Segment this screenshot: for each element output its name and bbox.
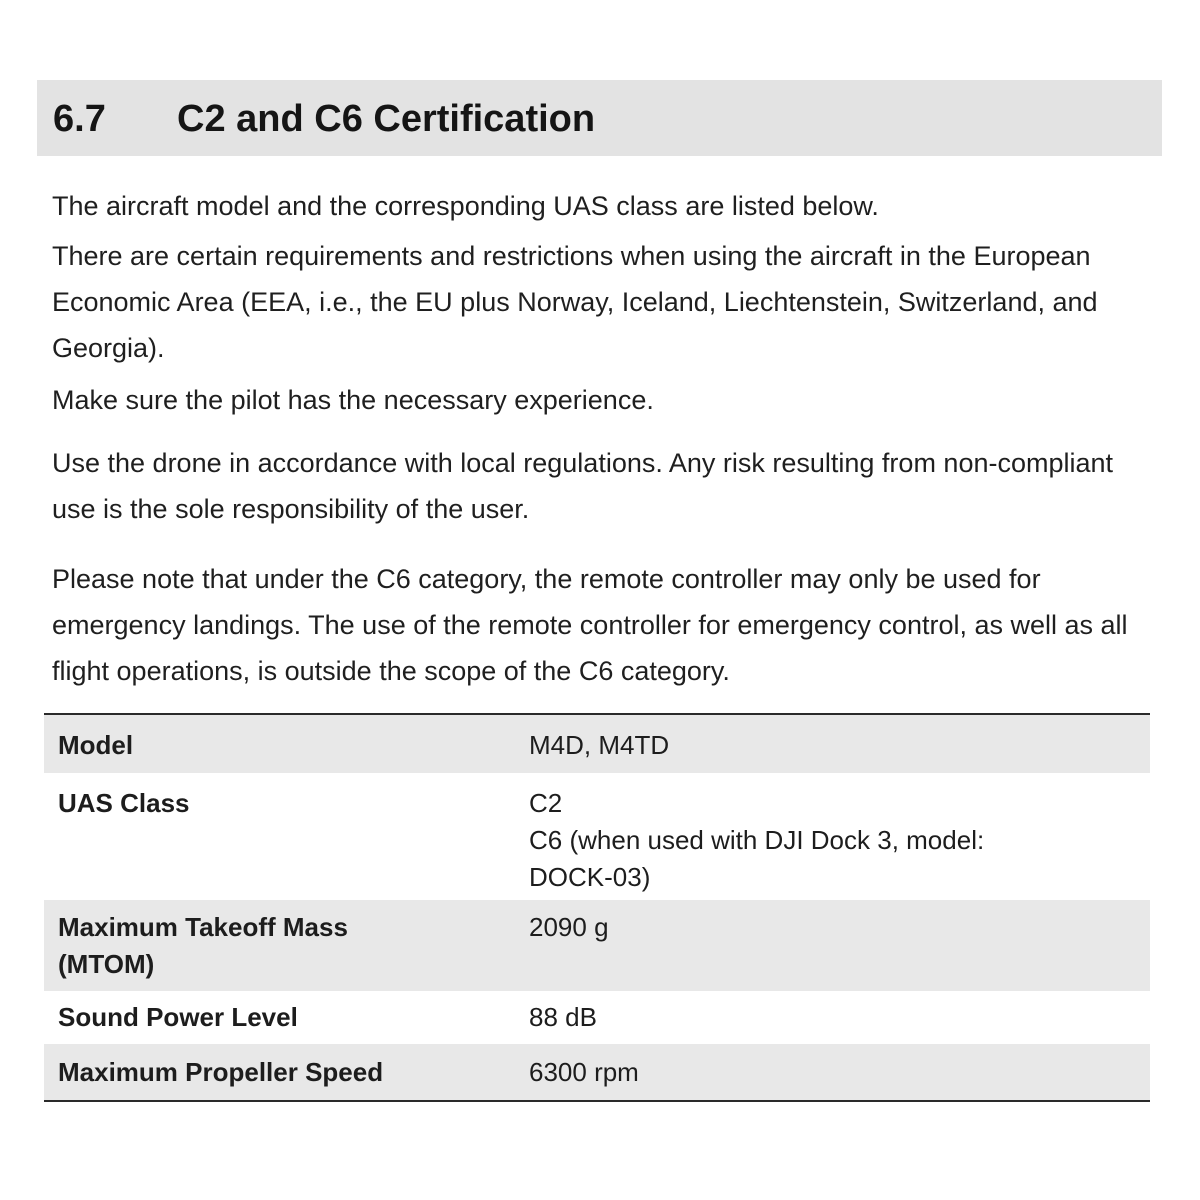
table-cell-label-line: (MTOM)	[58, 949, 155, 979]
table-cell-value-line: C6 (when used with DJI Dock 3, model:	[529, 825, 985, 855]
table-row	[44, 773, 1150, 900]
table-cell-label: Maximum Propeller Speed	[44, 1044, 529, 1101]
table-cell-label: UAS Class	[58, 788, 190, 818]
table-row	[44, 1044, 1150, 1101]
table-cell-value-line: 2090 g	[529, 912, 609, 942]
table-cell-value-line: DOCK-03)	[529, 862, 651, 892]
section-title: C2 and C6 Certification	[177, 98, 596, 140]
table-cell-label-line: Maximum Takeoff Mass	[58, 912, 348, 942]
table-row	[44, 900, 1150, 991]
table-cell-value-line: 88 dB	[529, 1002, 597, 1032]
paragraph-intro: The aircraft model and the corresponding UAS class are listed below.	[52, 191, 879, 221]
table-cell-value	[529, 714, 1150, 773]
paragraph-local-regulations: Use the drone in accordance with local regulations. Any risk resulting from non-compliant use is the sole responsibility of the user.	[52, 448, 1114, 524]
section-header	[37, 80, 1162, 156]
paragraph-eea-requirements: There are certain requirements and restrictions when using the aircraft in the European Economic Area (EEA, i.e., the EU plus Norway, Iceland, Liechtenstein, Switzerland, and Georgia).	[52, 241, 1098, 363]
table-row	[44, 714, 1150, 773]
table-cell-value	[529, 900, 1150, 991]
table-cell-label	[44, 900, 529, 991]
table-cell-label: Sound Power Level	[58, 1002, 298, 1032]
table-cell-value	[529, 991, 1150, 1044]
table-cell-label: Model	[44, 714, 529, 773]
table-cell-value	[529, 773, 1150, 900]
paragraph-pilot-experience: Make sure the pilot has the necessary experience.	[52, 385, 654, 415]
table-cell-value-line: M4D, M4TD	[529, 730, 670, 760]
table-cell-value	[529, 1044, 1150, 1101]
table-cell-value-line: C2	[529, 788, 563, 818]
paragraph-c6-note: Please note that under the C6 category, the remote controller may only be used for emergency landings. The use of the remote controller for emergency control, as well as all flight operations, is outside the scope of the C6 category.	[52, 564, 1128, 686]
table-row	[44, 991, 1150, 1044]
certification-table	[44, 713, 1150, 1102]
section-number: 6.7	[53, 98, 106, 140]
table-cell-value-line: 6300 rpm	[529, 1057, 639, 1087]
